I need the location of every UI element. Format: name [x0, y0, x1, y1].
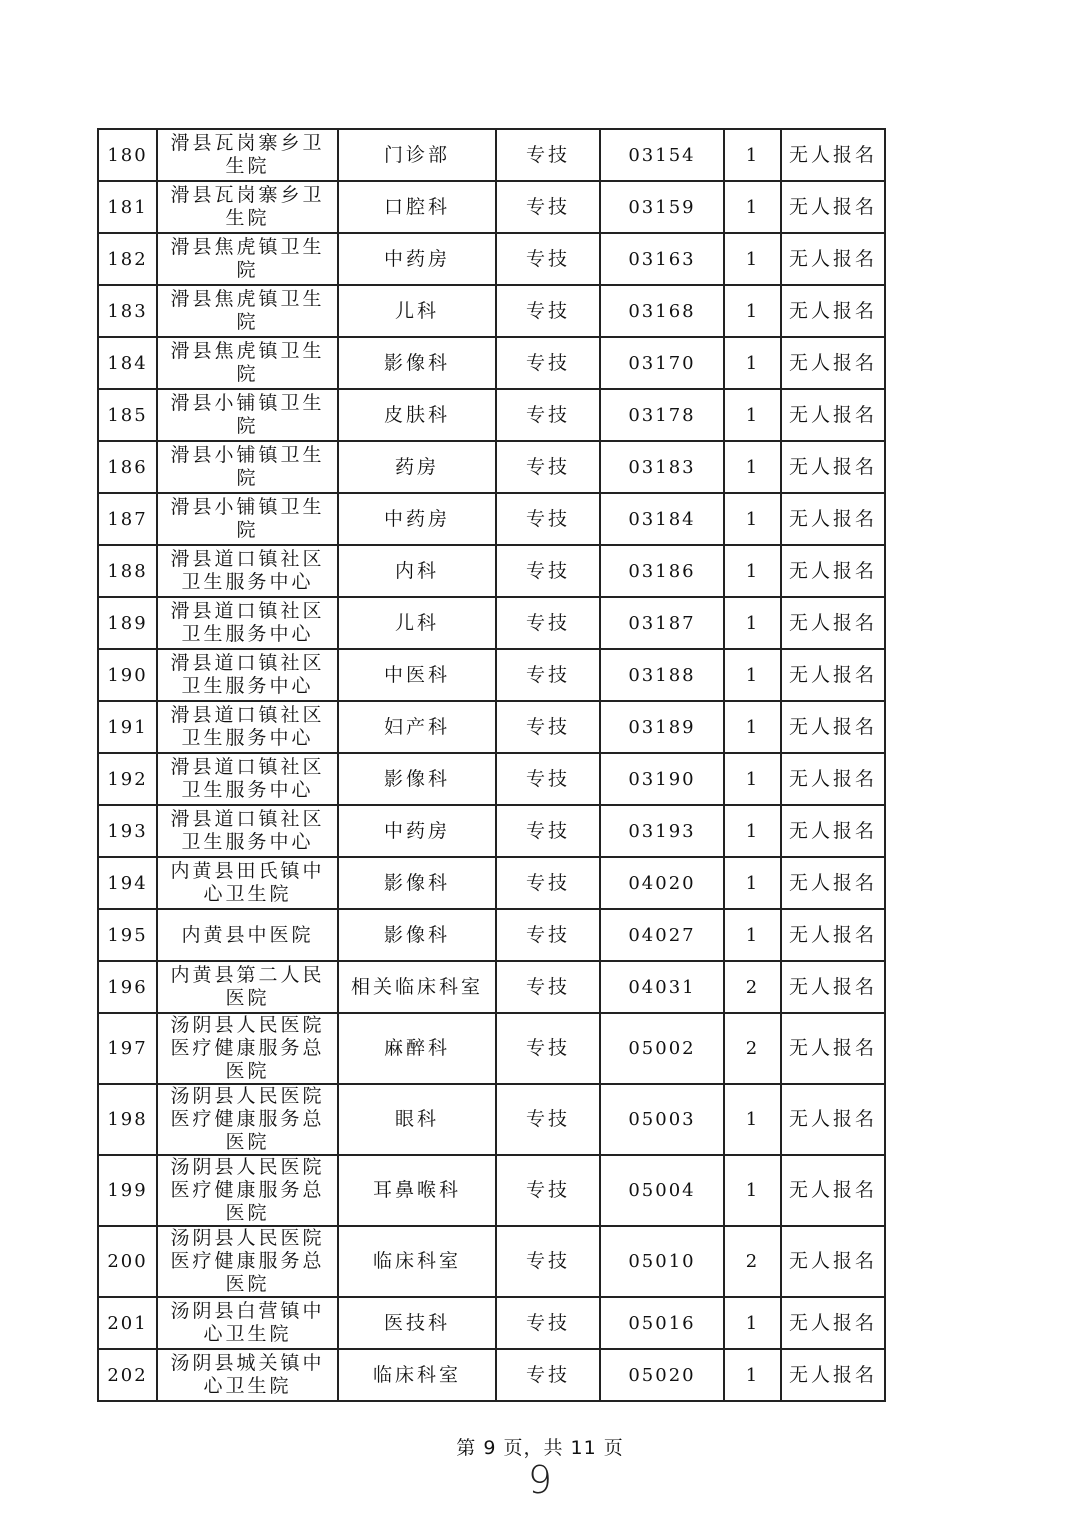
table-row [98, 597, 885, 649]
quota-cell: 1 [724, 857, 781, 909]
position-code-cell: 03189 [600, 701, 724, 753]
department-cell: 药房 [338, 441, 496, 493]
serial-cell: 186 [98, 441, 157, 493]
quota-cell: 2 [724, 1226, 781, 1297]
category-cell: 专技 [496, 1155, 600, 1226]
status-cell: 无人报名 [781, 493, 885, 545]
unit-cell: 汤阴县人民医院医疗健康服务总医院 [157, 1226, 338, 1297]
table-row [98, 129, 885, 181]
quota-cell: 1 [724, 1349, 781, 1401]
department-cell: 儿科 [338, 597, 496, 649]
department-cell: 皮肤科 [338, 389, 496, 441]
unit-cell: 滑县焦虎镇卫生院 [157, 337, 338, 389]
category-cell: 专技 [496, 909, 600, 961]
table-row [98, 1013, 885, 1084]
table-row [98, 337, 885, 389]
category-cell: 专技 [496, 1349, 600, 1401]
table-row [98, 701, 885, 753]
unit-cell: 内黄县中医院 [157, 909, 338, 961]
quota-cell: 1 [724, 1155, 781, 1226]
status-cell: 无人报名 [781, 129, 885, 181]
quota-cell: 1 [724, 129, 781, 181]
unit-cell: 滑县小铺镇卫生院 [157, 493, 338, 545]
unit-cell: 汤阴县白营镇中心卫生院 [157, 1297, 338, 1349]
status-cell: 无人报名 [781, 597, 885, 649]
table-row [98, 1155, 885, 1226]
category-cell: 专技 [496, 129, 600, 181]
position-code-cell: 05010 [600, 1226, 724, 1297]
position-code-cell: 03154 [600, 129, 724, 181]
quota-cell: 1 [724, 909, 781, 961]
unit-cell: 滑县焦虎镇卫生院 [157, 233, 338, 285]
department-cell: 临床科室 [338, 1349, 496, 1401]
category-cell: 专技 [496, 805, 600, 857]
position-code-cell: 04031 [600, 961, 724, 1013]
serial-cell: 180 [98, 129, 157, 181]
status-cell: 无人报名 [781, 1155, 885, 1226]
position-code-cell: 03170 [600, 337, 724, 389]
serial-cell: 192 [98, 753, 157, 805]
status-cell: 无人报名 [781, 649, 885, 701]
position-code-cell: 03186 [600, 545, 724, 597]
status-cell: 无人报名 [781, 233, 885, 285]
serial-cell: 185 [98, 389, 157, 441]
status-cell: 无人报名 [781, 285, 885, 337]
table-row [98, 1297, 885, 1349]
quota-cell: 1 [724, 337, 781, 389]
serial-cell: 188 [98, 545, 157, 597]
table-row [98, 909, 885, 961]
table-row [98, 649, 885, 701]
status-cell: 无人报名 [781, 1084, 885, 1155]
serial-cell: 184 [98, 337, 157, 389]
table-row [98, 389, 885, 441]
table-row [98, 1084, 885, 1155]
unit-cell: 内黄县第二人民医院 [157, 961, 338, 1013]
position-code-cell: 04020 [600, 857, 724, 909]
unit-cell: 汤阴县人民医院医疗健康服务总医院 [157, 1013, 338, 1084]
category-cell: 专技 [496, 285, 600, 337]
department-cell: 相关临床科室 [338, 961, 496, 1013]
department-cell: 影像科 [338, 337, 496, 389]
department-cell: 口腔科 [338, 181, 496, 233]
quota-cell: 1 [724, 545, 781, 597]
status-cell: 无人报名 [781, 1226, 885, 1297]
serial-cell: 187 [98, 493, 157, 545]
unit-cell: 滑县瓦岗寨乡卫生院 [157, 129, 338, 181]
serial-cell: 196 [98, 961, 157, 1013]
unit-cell: 滑县道口镇社区卫生服务中心 [157, 545, 338, 597]
serial-cell: 189 [98, 597, 157, 649]
table-row [98, 493, 885, 545]
unit-cell: 滑县道口镇社区卫生服务中心 [157, 649, 338, 701]
serial-cell: 190 [98, 649, 157, 701]
category-cell: 专技 [496, 597, 600, 649]
position-code-cell: 03188 [600, 649, 724, 701]
serial-cell: 198 [98, 1084, 157, 1155]
serial-cell: 182 [98, 233, 157, 285]
table-row [98, 441, 885, 493]
quota-cell: 1 [724, 389, 781, 441]
position-code-cell: 03190 [600, 753, 724, 805]
position-code-cell: 05020 [600, 1349, 724, 1401]
category-cell: 专技 [496, 337, 600, 389]
category-cell: 专技 [496, 1084, 600, 1155]
serial-cell: 199 [98, 1155, 157, 1226]
serial-cell: 181 [98, 181, 157, 233]
department-cell: 影像科 [338, 857, 496, 909]
position-code-cell: 03178 [600, 389, 724, 441]
unit-cell: 滑县道口镇社区卫生服务中心 [157, 597, 338, 649]
quota-cell: 1 [724, 493, 781, 545]
table-row [98, 181, 885, 233]
department-cell: 中药房 [338, 493, 496, 545]
status-cell: 无人报名 [781, 1297, 885, 1349]
table-row [98, 753, 885, 805]
status-cell: 无人报名 [781, 545, 885, 597]
category-cell: 专技 [496, 233, 600, 285]
department-cell: 临床科室 [338, 1226, 496, 1297]
unit-cell: 滑县道口镇社区卫生服务中心 [157, 805, 338, 857]
position-code-cell: 05003 [600, 1084, 724, 1155]
position-code-cell: 03183 [600, 441, 724, 493]
category-cell: 专技 [496, 1226, 600, 1297]
quota-cell: 1 [724, 181, 781, 233]
table-row [98, 805, 885, 857]
serial-cell: 200 [98, 1226, 157, 1297]
category-cell: 专技 [496, 961, 600, 1013]
serial-cell: 201 [98, 1297, 157, 1349]
quota-cell: 2 [724, 961, 781, 1013]
category-cell: 专技 [496, 701, 600, 753]
department-cell: 麻醉科 [338, 1013, 496, 1084]
status-cell: 无人报名 [781, 1349, 885, 1401]
category-cell: 专技 [496, 545, 600, 597]
department-cell: 医技科 [338, 1297, 496, 1349]
table-row [98, 1226, 885, 1297]
quota-cell: 1 [724, 649, 781, 701]
status-cell: 无人报名 [781, 441, 885, 493]
table-row [98, 285, 885, 337]
quota-cell: 1 [724, 1084, 781, 1155]
position-code-cell: 05016 [600, 1297, 724, 1349]
status-cell: 无人报名 [781, 805, 885, 857]
department-cell: 眼科 [338, 1084, 496, 1155]
serial-cell: 195 [98, 909, 157, 961]
category-cell: 专技 [496, 441, 600, 493]
status-cell: 无人报名 [781, 753, 885, 805]
department-cell: 妇产科 [338, 701, 496, 753]
quota-cell: 1 [724, 805, 781, 857]
department-cell: 影像科 [338, 909, 496, 961]
table-body [98, 129, 885, 1401]
department-cell: 中药房 [338, 805, 496, 857]
category-cell: 专技 [496, 753, 600, 805]
position-code-cell: 05004 [600, 1155, 724, 1226]
table-row [98, 961, 885, 1013]
department-cell: 中药房 [338, 233, 496, 285]
quota-cell: 1 [724, 753, 781, 805]
position-code-cell: 03159 [600, 181, 724, 233]
status-cell: 无人报名 [781, 181, 885, 233]
position-code-cell: 04027 [600, 909, 724, 961]
status-cell: 无人报名 [781, 909, 885, 961]
page-footer-text: 第 9 页，共 11 页 [456, 1437, 624, 1459]
unit-cell: 滑县小铺镇卫生院 [157, 389, 338, 441]
department-cell: 内科 [338, 545, 496, 597]
serial-cell: 191 [98, 701, 157, 753]
serial-cell: 197 [98, 1013, 157, 1084]
quota-cell: 1 [724, 597, 781, 649]
department-cell: 影像科 [338, 753, 496, 805]
category-cell: 专技 [496, 181, 600, 233]
department-cell: 中医科 [338, 649, 496, 701]
department-cell: 门诊部 [338, 129, 496, 181]
quota-cell: 1 [724, 1297, 781, 1349]
department-cell: 儿科 [338, 285, 496, 337]
unit-cell: 滑县瓦岗寨乡卫生院 [157, 181, 338, 233]
category-cell: 专技 [496, 857, 600, 909]
department-cell: 耳鼻喉科 [338, 1155, 496, 1226]
unit-cell: 滑县道口镇社区卫生服务中心 [157, 701, 338, 753]
position-code-cell: 03168 [600, 285, 724, 337]
category-cell: 专技 [496, 1297, 600, 1349]
table-row [98, 233, 885, 285]
unit-cell: 汤阴县城关镇中心卫生院 [157, 1349, 338, 1401]
position-code-cell: 05002 [600, 1013, 724, 1084]
status-cell: 无人报名 [781, 857, 885, 909]
table-row [98, 1349, 885, 1401]
category-cell: 专技 [496, 389, 600, 441]
status-cell: 无人报名 [781, 337, 885, 389]
quota-cell: 1 [724, 285, 781, 337]
unit-cell: 滑县小铺镇卫生院 [157, 441, 338, 493]
position-code-cell: 03163 [600, 233, 724, 285]
table-row [98, 545, 885, 597]
position-code-cell: 03187 [600, 597, 724, 649]
table-row [98, 857, 885, 909]
serial-cell: 194 [98, 857, 157, 909]
page-number: 9 [527, 1458, 553, 1502]
serial-cell: 202 [98, 1349, 157, 1401]
positions-table [97, 128, 886, 1402]
status-cell: 无人报名 [781, 701, 885, 753]
status-cell: 无人报名 [781, 961, 885, 1013]
position-code-cell: 03184 [600, 493, 724, 545]
category-cell: 专技 [496, 493, 600, 545]
quota-cell: 1 [724, 701, 781, 753]
position-code-cell: 03193 [600, 805, 724, 857]
quota-cell: 2 [724, 1013, 781, 1084]
status-cell: 无人报名 [781, 1013, 885, 1084]
category-cell: 专技 [496, 649, 600, 701]
serial-cell: 193 [98, 805, 157, 857]
unit-cell: 汤阴县人民医院医疗健康服务总医院 [157, 1155, 338, 1226]
unit-cell: 内黄县田氏镇中心卫生院 [157, 857, 338, 909]
unit-cell: 滑县道口镇社区卫生服务中心 [157, 753, 338, 805]
serial-cell: 183 [98, 285, 157, 337]
quota-cell: 1 [724, 441, 781, 493]
category-cell: 专技 [496, 1013, 600, 1084]
quota-cell: 1 [724, 233, 781, 285]
unit-cell: 滑县焦虎镇卫生院 [157, 285, 338, 337]
unit-cell: 汤阴县人民医院医疗健康服务总医院 [157, 1084, 338, 1155]
status-cell: 无人报名 [781, 389, 885, 441]
